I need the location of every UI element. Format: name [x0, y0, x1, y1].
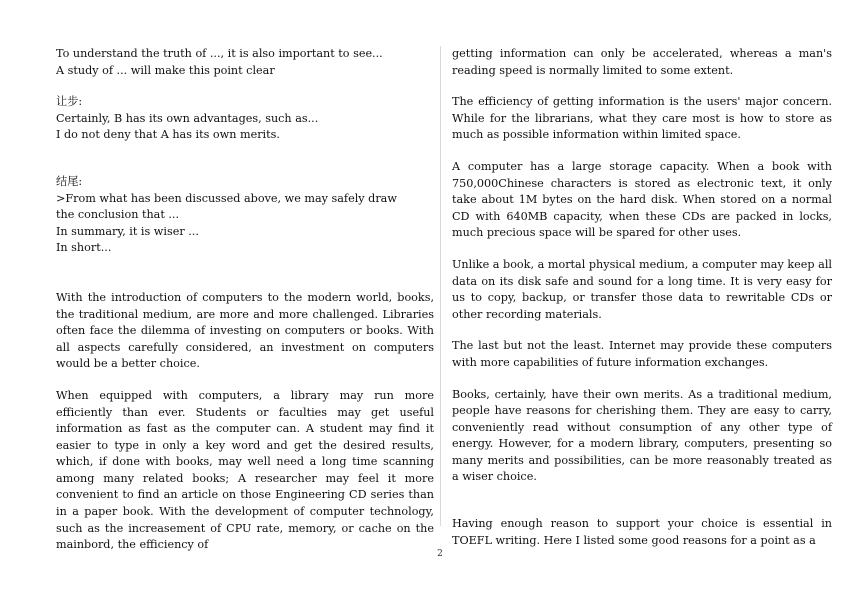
- essay-paragraph-9: Having enough reason to support your choice is essential in TOEFL writing. Here I listed some good reasons for a point as a: [452, 517, 832, 547]
- intro-block: [56, 46, 434, 79]
- left-column: [56, 46, 434, 569]
- essay-paragraph-7: The last but not the least. Internet may provide these computers with more capabilities of future information exchanges.: [452, 339, 832, 369]
- essay-paragraph-6: Unlike a book, a mortal physical medium, a computer may keep all data on its disk safe and sound for a long time. It is very easy for us to copy, backup, or transfer those data to rewritable CDs or other recording materials.: [452, 257, 832, 321]
- essay-paragraph-3: getting information can only be accelerated, whereas a man's reading speed is normally limited to some extent.: [452, 47, 832, 77]
- ending-heading: 结尾:: [56, 174, 83, 188]
- right-column: [452, 46, 832, 564]
- ending-block: [56, 174, 434, 257]
- intro-line-2: A study of ... will make this point clear: [56, 63, 275, 77]
- column-divider: [440, 46, 441, 526]
- ending-line-1: >From what has been discussed above, we may safely draw: [56, 191, 397, 205]
- ending-line-2: the conclusion that ...: [56, 208, 180, 222]
- concession-line-1: Certainly, B has its own advantages, such as...: [56, 111, 319, 125]
- page-number: 2: [437, 549, 443, 559]
- concession-line-2: I do not deny that A has its own merits.: [56, 128, 280, 142]
- concession-block: [56, 94, 434, 144]
- essay-paragraph-8: Books, certainly, have their own merits. As a traditional medium, people have reasons for cherishing them. They are easy to carry, conveniently read without consumption of any other type of energy. However, for a modern library, computers, presenting so many merits and possibilities, can be more reasonably treated as a wiser choice.: [452, 387, 832, 484]
- concession-heading: 让步:: [56, 95, 83, 109]
- essay-paragraph-5: A computer has a large storage capacity. When a book with 750,000Chinese characters is stored as electronic text, it only take about 1M bytes on the hard disk. When stored on a normal CD with 640MB capacity, when these CDs are packed in locks, much precious space will be spared for other uses.: [452, 159, 832, 240]
- essay-paragraph-2: When equipped with computers, a library may run more efficiently than ever. Students or faculties may get useful information as fast as the computer can. A student may find it easier to type in only a key word and get the desired results, which, if done with books, may well need a long time scanning among many related books; A researcher may feel it more convenient to find an article on those Engineering CD series than in a paper book. With the development of computer technology, such as the increasement of CPU rate, memory, or cache on the mainbord, the efficiency of: [56, 388, 434, 552]
- essay-paragraph-4: The efficiency of getting information is the users' major concern. While for the librarians, what they care most is how to store as much as possible information within limited space.: [452, 95, 832, 142]
- intro-line-1: To understand the truth of ..., it is also important to see...: [56, 47, 383, 60]
- essay-paragraph-1: With the introduction of computers to the modern world, books, the traditional medium, are more and more challenged. Libraries often face the dilemma of investing on computers or books. With all aspects carefully considered, an investment on computers would be a better choice.: [56, 290, 434, 371]
- ending-line-4: In short...: [56, 241, 112, 255]
- ending-line-3: In summary, it is wiser ...: [56, 224, 199, 238]
